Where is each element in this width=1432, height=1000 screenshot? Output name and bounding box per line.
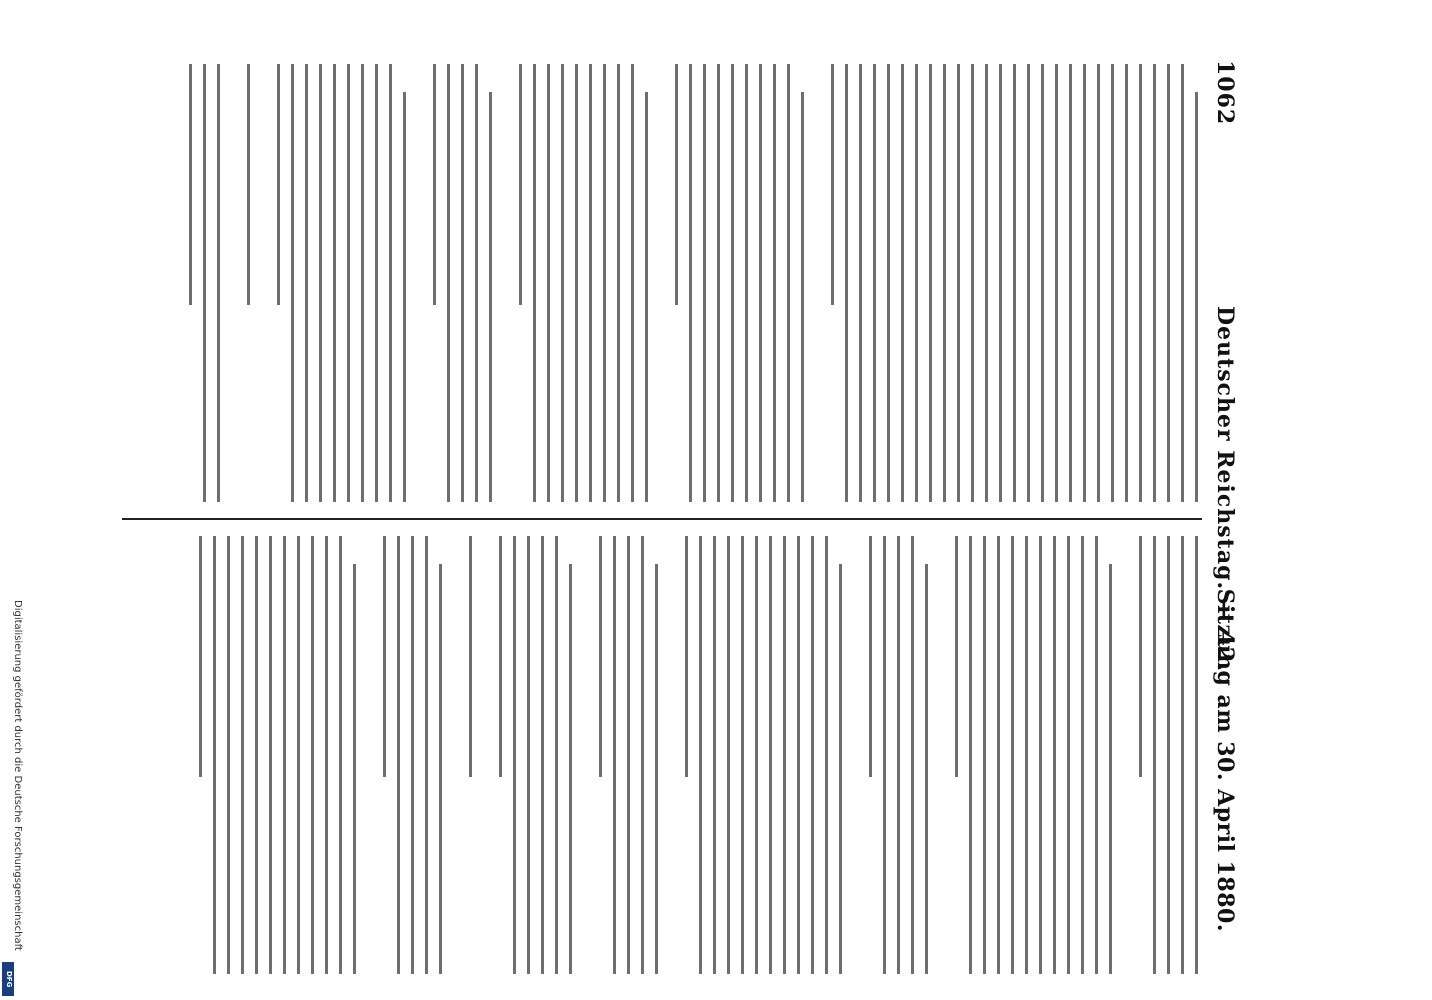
text-line (699, 536, 702, 974)
text-line (727, 536, 730, 974)
text-line (569, 564, 572, 974)
paragraph-gap (250, 64, 266, 502)
text-line (845, 64, 848, 502)
text-line (617, 64, 620, 502)
text-line (759, 64, 762, 502)
text-line (527, 536, 530, 974)
text-line (1053, 536, 1056, 974)
text-line (985, 64, 988, 502)
text-line (769, 536, 772, 974)
text-line (361, 64, 364, 502)
text-line (1125, 64, 1128, 502)
text-line (787, 64, 790, 502)
text-line (383, 536, 386, 777)
text-line (1111, 64, 1114, 502)
paragraph-gap (442, 536, 458, 974)
text-line (1109, 564, 1112, 974)
text-line (901, 64, 904, 502)
text-line (469, 536, 472, 777)
paragraph-gap (220, 64, 236, 502)
text-line (555, 536, 558, 974)
text-line (189, 64, 192, 305)
text-line (1153, 64, 1156, 502)
text-line (213, 536, 216, 974)
text-line (541, 536, 544, 974)
text-line (283, 536, 286, 974)
text-line (613, 536, 616, 974)
text-line (305, 64, 308, 502)
paragraph-gap (406, 64, 422, 502)
text-line (447, 64, 450, 502)
text-line (925, 564, 928, 974)
text-line (277, 64, 280, 305)
text-line (291, 64, 294, 502)
text-line (227, 536, 230, 974)
text-line (1139, 64, 1142, 502)
text-line (1025, 536, 1028, 974)
text-line (439, 564, 442, 974)
text-line (955, 536, 958, 777)
text-line (297, 536, 300, 974)
text-line (859, 64, 862, 502)
text-line (957, 64, 960, 502)
text-line (731, 64, 734, 502)
text-line (929, 64, 932, 502)
paragraph-gap (356, 536, 372, 974)
text-line (489, 92, 492, 502)
text-line (831, 64, 834, 305)
text-line (645, 92, 648, 502)
text-line (403, 92, 406, 502)
text-line (461, 64, 464, 502)
page-number: 1062 (1212, 60, 1238, 126)
text-line (397, 536, 400, 974)
text-line (1181, 536, 1184, 974)
text-line (1195, 92, 1198, 502)
page-header (1204, 56, 1244, 936)
text-line (325, 536, 328, 974)
text-line (997, 536, 1000, 974)
paragraph-gap (648, 64, 664, 502)
text-line (1013, 64, 1016, 502)
text-line (689, 64, 692, 502)
text-line (797, 536, 800, 974)
text-line (801, 92, 804, 502)
text-line (513, 536, 516, 974)
text-line (897, 536, 900, 974)
text-line (269, 536, 272, 974)
text-line (983, 536, 986, 974)
text-line (1069, 64, 1072, 502)
text-line (911, 536, 914, 974)
text-line (773, 64, 776, 502)
text-line (217, 64, 220, 502)
text-line (641, 536, 644, 974)
text-line (971, 64, 974, 502)
text-line (347, 64, 350, 502)
session-date: Sitzung am 30. April 1880. (1212, 588, 1238, 932)
text-line (241, 536, 244, 974)
text-line (533, 64, 536, 502)
text-line (745, 64, 748, 502)
text-line (627, 536, 630, 974)
text-line (655, 564, 658, 974)
text-line (203, 64, 206, 502)
text-line (839, 564, 842, 974)
text-line (339, 536, 342, 974)
text-line (255, 536, 258, 974)
text-line (703, 64, 706, 502)
text-line (915, 64, 918, 502)
text-column-right (188, 536, 1198, 974)
text-line (1095, 536, 1098, 974)
text-line (1167, 536, 1170, 974)
text-line (311, 536, 314, 974)
text-line (411, 536, 414, 974)
text-line (433, 64, 436, 305)
text-line (755, 536, 758, 974)
dfg-logo: DFG (2, 962, 14, 996)
text-line (1153, 536, 1156, 974)
text-line (1195, 536, 1198, 974)
paragraph-gap (472, 536, 488, 974)
document-page (114, 56, 1244, 936)
text-line (599, 536, 602, 777)
column-divider (122, 518, 1202, 520)
text-line (675, 64, 678, 305)
text-line (475, 64, 478, 502)
text-line (389, 64, 392, 502)
text-line (333, 64, 336, 502)
text-line (873, 64, 876, 502)
text-line (499, 536, 502, 777)
digitization-note: Digitalisierung gefördert durch die Deutsche Forschungsgemeinschaft (12, 600, 23, 951)
text-line (999, 64, 1002, 502)
paragraph-gap (804, 64, 820, 502)
text-line (883, 536, 886, 974)
text-line (685, 536, 688, 777)
paragraph-gap (492, 64, 508, 502)
text-line (1067, 536, 1070, 974)
paragraph-gap (1112, 536, 1128, 974)
text-line (353, 564, 356, 974)
journal-title: Deutscher Reichstag. — 42. (1212, 306, 1238, 672)
text-line (589, 64, 592, 502)
text-line (1081, 536, 1084, 974)
text-line (375, 64, 378, 502)
text-column-left (178, 64, 1198, 502)
text-line (1011, 536, 1014, 974)
text-line (425, 536, 428, 974)
text-line (717, 64, 720, 502)
text-line (741, 536, 744, 974)
paragraph-gap (572, 536, 588, 974)
text-line (1083, 64, 1086, 502)
text-line (943, 64, 946, 502)
text-line (247, 64, 250, 305)
text-line (783, 536, 786, 974)
text-line (869, 536, 872, 777)
text-line (1097, 64, 1100, 502)
text-line (575, 64, 578, 502)
text-line (969, 536, 972, 974)
text-line (1039, 536, 1042, 974)
text-line (631, 64, 634, 502)
text-line (1181, 64, 1184, 502)
text-line (1167, 64, 1170, 502)
text-line (561, 64, 564, 502)
text-line (811, 536, 814, 974)
text-line (603, 64, 606, 502)
text-line (1041, 64, 1044, 502)
paragraph-gap (928, 536, 944, 974)
text-line (887, 64, 890, 502)
paragraph-gap (842, 536, 858, 974)
text-line (519, 64, 522, 305)
text-line (825, 536, 828, 974)
text-line (1027, 64, 1030, 502)
text-line (1055, 64, 1058, 502)
text-line (319, 64, 322, 502)
paragraph-gap (658, 536, 674, 974)
text-line (547, 64, 550, 502)
text-line (199, 536, 202, 777)
text-line (1139, 536, 1142, 777)
text-line (713, 536, 716, 974)
